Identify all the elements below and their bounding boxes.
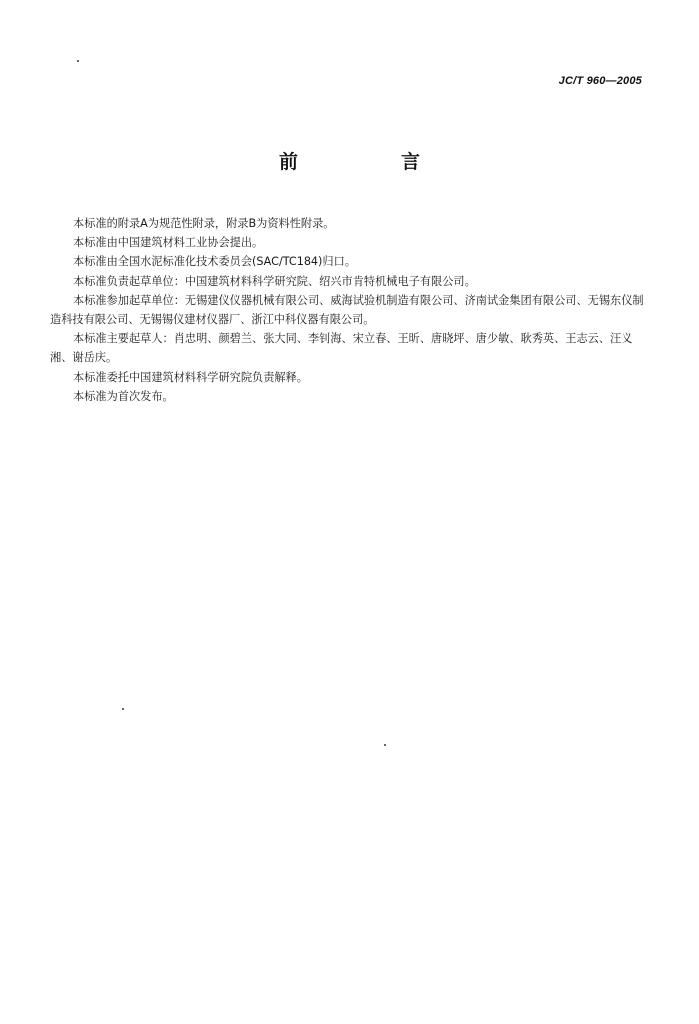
- scan-speck: [77, 60, 79, 62]
- paragraph-technical-committee: 本标准由全国水泥标准化技术委员会(SAC/TC184)归口。: [73, 255, 356, 269]
- paragraph-main-drafters: 本标准主要起草人：肖忠明、颜碧兰、张大同、李钊海、宋立春、王昕、唐晓坪、唐少敏、耿秀英、王志云、汪义湘、谢岳庆。: [50, 332, 633, 365]
- paragraph-annex: 本标准的附录A为规范性附录，附录B为资料性附录。: [73, 217, 335, 230]
- scan-speck: [122, 708, 124, 710]
- foreword-body: [50, 214, 650, 406]
- standard-code: JC/T 960—2005: [558, 75, 642, 87]
- paragraph-responsible-drafter: 本标准负责起草单位：中国建筑材料科学研究院、绍兴市肯特机械电子有限公司。: [73, 274, 476, 288]
- paragraph-participating-drafters: 本标准参加起草单位：无锡建仪仪器机械有限公司、威海试验机制造有限公司、济南试金集团有限公司、无锡东仪制造科技有限公司、无锡锡仪建材仪器厂、浙江中科仪器有限公司。: [50, 293, 644, 327]
- paragraph-first-issue: 本标准为首次发布。: [73, 389, 174, 403]
- scan-speck: [384, 744, 386, 746]
- page-title: 前 言: [278, 151, 462, 173]
- paragraph-proposer: 本标准由中国建筑材料工业协会提出。: [73, 236, 264, 250]
- paragraph-interpretation: 本标准委托中国建筑材料科学研究院负责解释。: [73, 370, 308, 384]
